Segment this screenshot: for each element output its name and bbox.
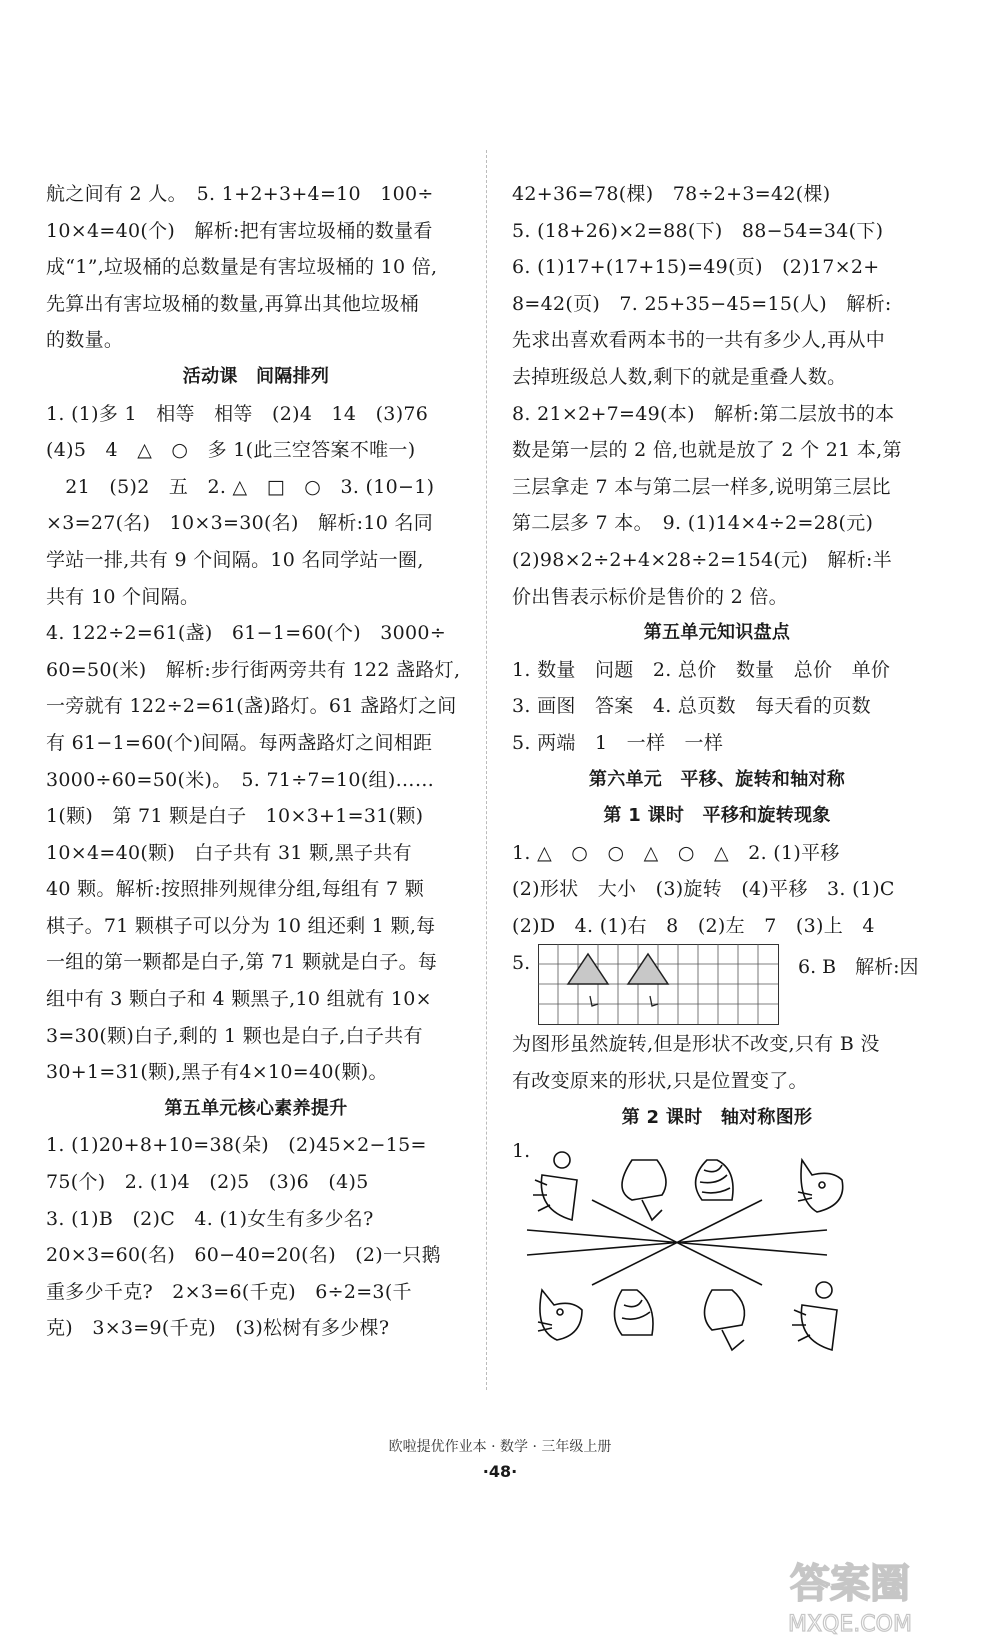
page-footer (0, 1436, 1000, 1481)
text-line: 为图形虽然旋转,但是形状不改变,只有 B 没 (512, 1033, 880, 1056)
crab-figure (533, 1152, 577, 1220)
text-line: 1. 数量 问题 2. 总价 数量 总价 单价 (512, 658, 891, 681)
text-line: 一旁就有 122÷2=61(盏)路灯。61 盏路灯之间 (46, 695, 457, 718)
cat-figure-bottom (538, 1290, 582, 1340)
text-line: 6. (1)17+(17+15)=49(页) (2)17×2+ (512, 256, 880, 279)
section-heading: 第 1 课时 平移和旋转现象 (603, 805, 831, 827)
shell-figure (696, 1160, 733, 1200)
crab-figure-bottom (792, 1282, 837, 1350)
watermark-logo (730, 1549, 970, 1639)
text-line: 重多少千克? 2×3=6(千克) 6÷2=3(千 (46, 1280, 412, 1303)
text-line: 1. △ ○ ○ △ ○ △ 2. (1)平移 (512, 841, 840, 864)
text-line: 航之间有 2 人。 5. 1+2+3+4=10 100÷ (46, 183, 434, 205)
text-line: 数是第一层的 2 倍,也就是放了 2 个 21 本,第 (512, 439, 902, 462)
section-heading: 第五单元核心素养提升 (164, 1097, 348, 1119)
text-line: 75(个) 2. (1)4 (2)5 (3)6 (4)5 (46, 1171, 369, 1194)
text-line: 3000÷60=50(米)。 5. 71÷7=10(组)…… (46, 768, 435, 791)
question-5-number: 5. (512, 952, 531, 975)
symmetry-figure (512, 1140, 922, 1390)
text-line: 学站一排,共有 9 个间隔。10 名同学站一圈, (46, 548, 424, 571)
text-line: 42+36=78(棵) 78÷2+3=42(棵) (512, 183, 831, 205)
text-line: 价出售表示标价是售价的 2 倍。 (512, 585, 788, 608)
shell-figure-bottom (615, 1290, 654, 1335)
text-line: ×3=27(名) 10×3=30(名) 解析:10 名同 (46, 512, 434, 535)
triangle-shape (568, 954, 608, 984)
text-line: 30+1=31(颗),黑子有4×10=40(颗)。 (46, 1061, 388, 1084)
text-line: 一组的第一颗都是白子,第 71 颗就是白子。每 (46, 951, 438, 974)
text-line: (2)D 4. (1)右 8 (2)左 7 (3)上 4 (512, 914, 875, 937)
text-line: 60=50(米) 解析:步行街两旁共有 122 盏路灯, (46, 658, 461, 681)
hook-mark-moved (650, 996, 658, 1006)
text-line: 先求出喜欢看两本书的一共有多少人,再从中 (512, 329, 886, 352)
text-line: (2)形状 大小 (3)旋转 (4)平移 3. (1)C (512, 878, 895, 901)
text-line: 21 (5)2 五 2. △ □ ○ 3. (10−1) (46, 475, 435, 498)
text-line: 先算出有害垃圾桶的数量,再算出其他垃圾桶 (46, 292, 420, 315)
text-line: 去掉班级总人数,剩下的就是重叠人数。 (512, 365, 847, 388)
column-divider (486, 150, 487, 1390)
text-line: 10×4=40(颗) 白子共有 31 颗,黑子共有 (46, 841, 412, 864)
text-line: 组中有 3 颗白子和 4 颗黑子,10 组就有 10× (46, 988, 432, 1011)
text-line: 的数量。 (46, 329, 124, 352)
section-heading: 第五单元知识盘点 (643, 622, 791, 644)
text-line: 40 颗。解析:按照排列规律分组,每组有 7 颗 (46, 878, 425, 901)
svg-text:答案圈: 答案圈 (790, 1561, 910, 1607)
book-title: 欧啦提优作业本 · 数学 · 三年级上册 (388, 1439, 612, 1455)
text-line: 20×3=60(名) 60−40=20(名) (2)一只鹅 (46, 1244, 441, 1267)
text-line: 成“1”,垃圾桶的总数量是有害垃圾桶的 10 倍, (46, 256, 438, 279)
text-line: 有 61−1=60(个)间隔。每两盏路灯之间相距 (46, 731, 433, 754)
text-line: 10×4=40(个) 解析:把有害垃圾桶的数量看 (46, 219, 433, 242)
text-line: (2)98×2÷2+4×28÷2=154(元) 解析:半 (512, 548, 893, 571)
text-line: 3=30(颗)白子,剩的 1 颗也是白子,白子共有 (46, 1024, 423, 1047)
symmetry-drawing (512, 1140, 912, 1390)
butterfly-figure (622, 1160, 666, 1220)
section-heading: 活动课 间隔排列 (182, 365, 330, 387)
question-5-row (512, 944, 922, 1026)
text-line: 1. (1)多 1 相等 相等 (2)4 14 (3)76 (46, 402, 429, 425)
page-number: ·48· (482, 1462, 518, 1481)
right-column (512, 176, 922, 1390)
text-line: 5. 两端 1 一样 一样 (512, 731, 724, 754)
left-column (46, 176, 466, 1347)
text-line: 8. 21×2+7=49(本) 解析:第二层放书的本 (512, 402, 895, 425)
text-line: 4. 122÷2=61(盏) 61−1=60(个) 3000÷ (46, 622, 447, 645)
text-line: 共有 10 个间隔。 (46, 585, 200, 608)
text-line: 有改变原来的形状,只是位置变了。 (512, 1070, 808, 1093)
text-line: 三层拿走 7 本与第二层一样多,说明第三层比 (512, 475, 891, 498)
right-mid-block (512, 1026, 922, 1136)
right-top-block (512, 176, 922, 944)
butterfly-figure-bottom (705, 1290, 745, 1350)
text-line: 1. (1)20+8+10=38(朵) (2)45×2−15= (46, 1134, 427, 1157)
hook-mark (590, 996, 598, 1006)
text-line: 第二层多 7 本。 9. (1)14×4÷2=28(元) (512, 512, 874, 535)
text-line: 克) 3×3=9(千克) (3)松树有多少棵? (46, 1317, 390, 1340)
text-line: 3. 画图 答案 4. 总页数 每天看的页数 (512, 695, 871, 718)
text-line: 3. (1)B (2)C 4. (1)女生有多少名? (46, 1207, 374, 1230)
text-line: 棋子。71 颗棋子可以分为 10 组还剩 1 颗,每 (46, 914, 436, 937)
section-heading: 第六单元 平移、旋转和轴对称 (588, 768, 846, 790)
cat-figure (798, 1160, 843, 1212)
question-1-number: 1. (512, 1140, 531, 1163)
translation-grid-figure (538, 944, 786, 1026)
triangle-shape-moved (628, 954, 668, 984)
section-heading: 第 2 课时 轴对称图形 (621, 1106, 813, 1128)
text-line: 1(颗) 第 71 颗是白子 10×3+1=31(颗) (46, 805, 424, 828)
question-6-answer: 6. B 解析:因 (798, 956, 919, 979)
text-line: 8=42(页) 7. 25+35−45=15(人) 解析: (512, 292, 892, 315)
svg-text:MXQE.COM: MXQE.COM (788, 1612, 912, 1637)
text-line: 5. (18+26)×2=88(下) 88−54=34(下) (512, 219, 884, 242)
text-line: (4)5 4 △ ○ 多 1(此三空答案不唯一) (46, 439, 416, 462)
